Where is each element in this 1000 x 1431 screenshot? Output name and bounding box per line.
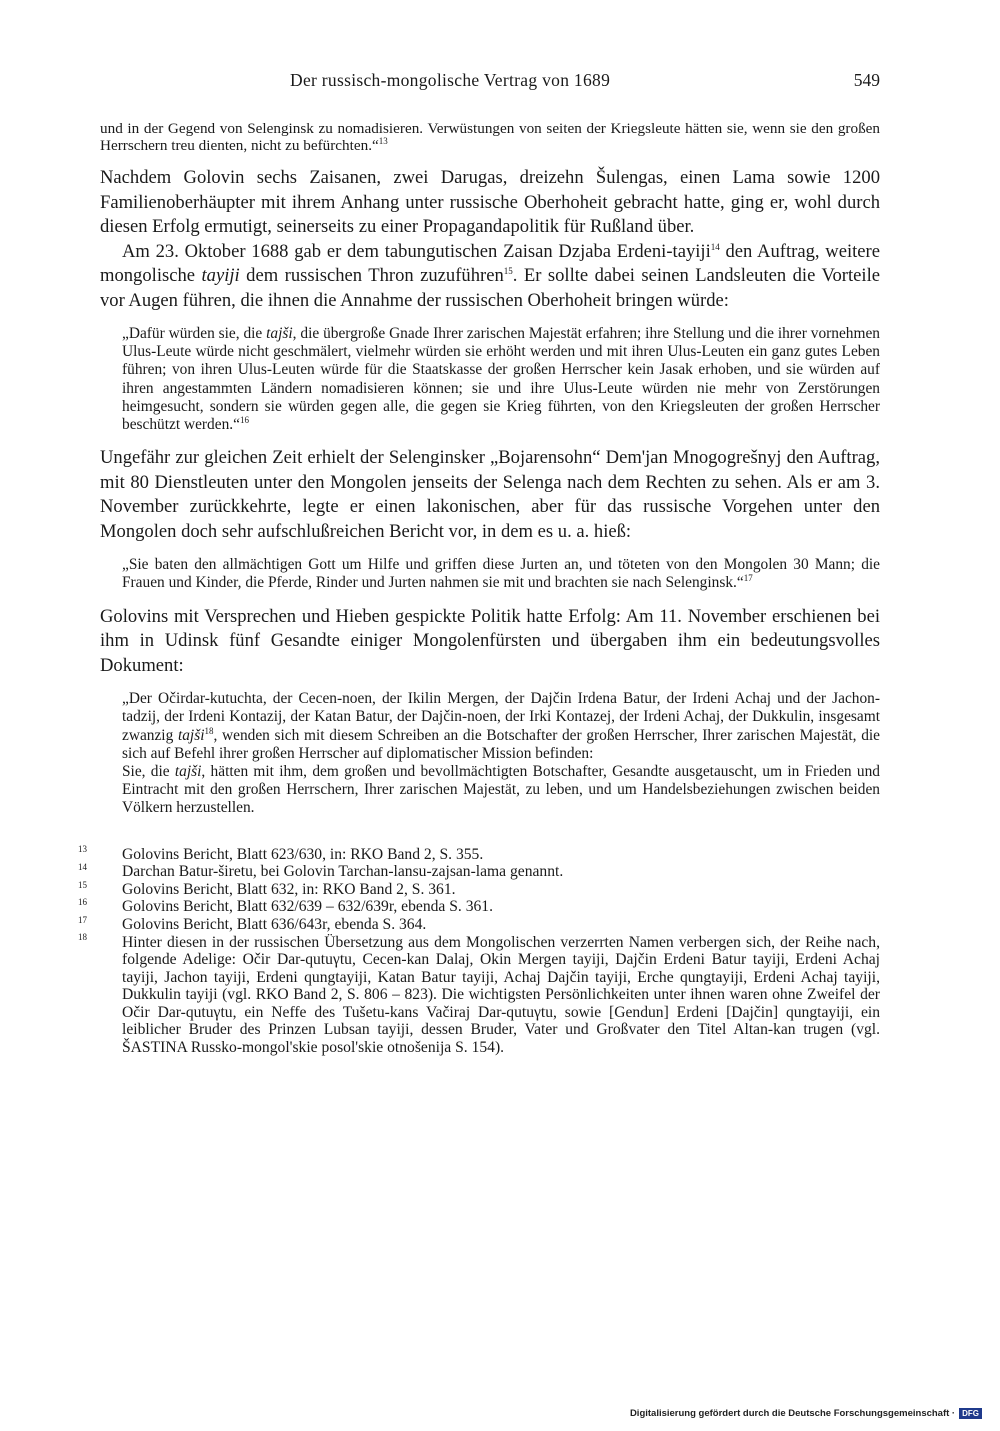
block-quote: Sie, die tajši, hätten mit ihm, dem großen und bevollmächtigten Botschafter, Gesandte ausgetauscht, um in Frieden und Eintracht mit den großen Herrschern, Ihrer zarischen Majestät, zu leben, und um Handelsbeziehungen zwischen beiden Völkern herzustellen. xyxy=(122,762,880,817)
paragraph-continuation: und in der Gegend von Selenginsk zu nomadisieren. Verwüstungen von seiten der Kriegsleute hätten sie, wenn sie den großen Herrschern treu dienten, nicht zu befürchten.“$^{13}$ xyxy=(100,120,880,154)
paragraph: Ungefähr zur gleichen Zeit erhielt der Selenginsker „Bojarensohn“ Dem'jan Mnogogrešnyj den Auftrag, mit 80 Dienstleuten unter den Mongolen jenseits der Selenga nach dem Rechten zu sehen. Als er am 3. November zurückkehrte, legte er einen lakonischen, aber für das russische Vorgehen unter den Mongolen doch sehr aufschlußreichen Bericht vor, in dem es u. a. hieß: xyxy=(100,447,880,542)
footnote: 16 Golovins Bericht, Blatt 632/639 – 632/639r, ebenda S. 361. xyxy=(78,897,493,916)
footnote: 13 Golovins Bericht, Blatt 623/630, in: RKO Band 2, S. 355. xyxy=(78,844,484,863)
footnote-ref[interactable]: 16 xyxy=(239,414,249,425)
dfg-logo: DFG xyxy=(959,1408,982,1419)
watermark-text: Digitalisierung gefördert durch die Deutsche Forschungsgemeinschaft · xyxy=(629,1408,956,1419)
footnote: 15 Golovins Bericht, Blatt 632, in: RKO Band 2, S. 361. xyxy=(78,879,456,898)
block-quote: „Dafür würden sie, die tajši, die übergroße Gnade Ihrer zarischen Majestät erfahren; ihre Stellung und die ihrer vornehmen Ulus-Leute würde nicht geschmälert, vielmehr würden sie erhöht werden und mit ihren Ulus-Leuten ein ganz gutes Leben führen; von ihren Ulus-Leuten würde für die Staatskasse der großen Herrscher kein Jasak erhoben, und sie würden auf ihren angestammten Ländern nomadisieren können; sie und ihre Ulus-Leute würden nie mehr von Zerstörungen heimgesucht, sondern sie würden gegen alle, die gegen sie Krieg führten, von den Kriegsleuten der großen Herrscher beschützt werden.“$^{16}$ xyxy=(122,325,880,434)
footnote-ref[interactable]: 15 xyxy=(503,265,513,276)
page-header xyxy=(100,70,880,94)
footnotes xyxy=(78,844,880,1057)
paragraph: Am 23. Oktober 1688 gab er dem tabungutischen Zaisan Dzjaba Erdeni-tayiji$^{14}$ den Auftrag, weitere mongolische tayiji dem russischen Thron zuzuführen$^{15}$. Er sollte dabei seinen Landsleuten die Vorteile vor Augen führen, die ihnen die Annahme der russischen Oberhoheit bringen würde: xyxy=(100,240,880,311)
main-content xyxy=(78,120,880,1057)
footnote-ref[interactable]: 17 xyxy=(743,573,753,584)
footnote-ref[interactable]: 13 xyxy=(378,135,388,146)
footnote: 17 Golovins Bericht, Blatt 636/643r, ebenda S. 364. xyxy=(78,914,427,933)
block-quote: „Der Očirdar-kutuchta, der Cecen-noen, der Ikilin Mergen, der Dajčin Irdena Batur, der Irdeni Achaj und der Jachon-tadzij, der Irdeni Kontazij, der Katan Batur, der Dajčin-noen, der Irki Kontazej, der Irdeni Achaj, der Dukkulin, insgesamt zwanzig tajši$^{18}$, wenden sich mit diesem Schreiben an die Botschafter der großen Herrscher, Ihrer zarischen Majestät, die sich auf Befehl ihrer großen Herrscher auf diplomatischer Mission befinden: xyxy=(122,690,880,762)
paragraph: Nachdem Golovin sechs Zaisanen, zwei Darugas, dreizehn Šulengas, einen Lama sowie 1200 Familienoberhäupter mit ihrem Anhang unter russische Oberhoheit gebracht hatte, ging er, wohl durch diesen Erfolg ermutigt, seinerseits zu einer Propagandapolitik für Rußland über. xyxy=(100,167,880,237)
running-title: Der russisch-mongolische Vertrag von 1689 xyxy=(290,70,611,90)
block-quote: „Sie baten den allmächtigen Gott um Hilfe und griffen diese Jurten an, und töteten von den Mongolen 30 Mann; die Frauen und Kinder, die Pferde, Rinder und Jurten nahmen sie mit und brachten sie nach Selenginsk.“$^{17}$ xyxy=(122,556,880,592)
footnote-ref[interactable]: 14 xyxy=(710,241,720,252)
footnote: 14 Darchan Batur-širetu, bei Golovin Tarchan-lansu-zajsan-lama genannt. xyxy=(78,861,564,881)
page-number: 549 xyxy=(853,70,880,90)
footnote: 18 Hinter diesen in der russischen Übersetzung aus dem Mongolischen verzerrten Namen verbergen sich, der Reihe nach, folgende Adelige: Očir Dar-qutuγtu, Cecen-kan Dalaj, Okin Mergen tayiji, Dajčin Erdeni Batur tayiji, Erdeni Achaj tayiji, Jachon tayiji, Erdeni qungtayiji, Katan Batur tayiji, Achaj Dajčin tayiji, Erche qungtayiji, Erdeni Achaj tayiji, Dukkulin tayiji (vgl. RKO Band 2, S. 806 – 823). Die wichtigsten Persönlichkeiten unter ihnen waren ohne Zweifel der Očir Dar-qutuγtu, ein Neffe des Tušetu-kans Vačiraj Dar-qutuγtu, sowie [Gendun] Erdeni [Dajčin] qungtayiji, ein leiblicher Bruder des Prinzen Lubsan tayiji, dessen Bruder, Vater und Großvater den Titel Altan-kan trugen (vgl. ŠASTINA Russko-mongol'skie posol'skie otnošenija S. 154). xyxy=(78,932,880,1057)
paragraph: Golovins mit Versprechen und Hieben gespickte Politik hatte Erfolg: Am 11. November erschienen bei ihm in Udinsk fünf Gesandte einiger Mongolenfürsten und übergaben ihm ein bedeutungsvolles Dokument: xyxy=(100,605,880,676)
dfg-watermark xyxy=(630,1408,982,1419)
footnote-ref[interactable]: 18 xyxy=(204,725,214,736)
